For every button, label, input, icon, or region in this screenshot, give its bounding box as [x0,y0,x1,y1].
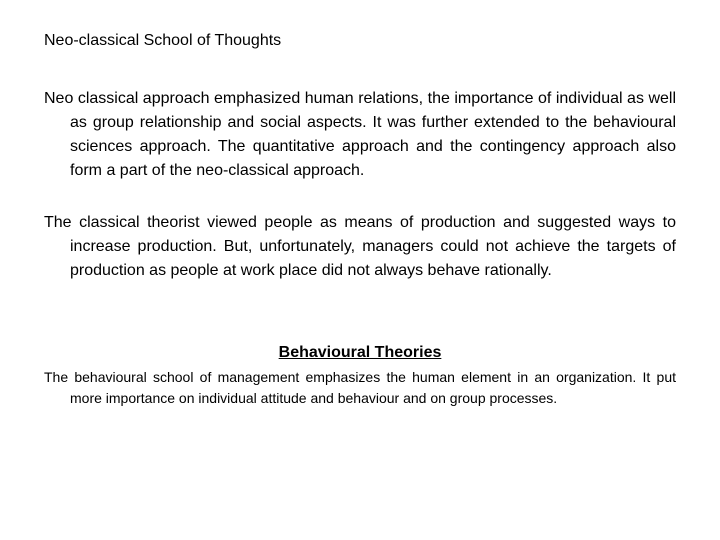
paragraph-neo-classical: Neo classical approach emphasized human relations, the importance of individual as well as group relationship and social aspects. It was further extended to the behavioural sciences approach. The quantitative approach and the contingency approach also form a part of the neo-classical approach. [44,90,676,179]
section-heading-behavioural-theories: Behavioural Theories [278,344,442,361]
slide-title: Neo-classical School of Thoughts [44,32,282,49]
paragraph-behavioural-school: The behavioural school of management emphasizes the human element in an organization. It put more importance on individual attitude and behaviour and on group processes. [44,369,676,406]
paragraph-classical-theorist: The classical theorist viewed people as means of production and suggested ways to increase production. But, unfortunately, managers could not achieve the targets of production as people at work place did not always behave rationally. [44,214,676,279]
